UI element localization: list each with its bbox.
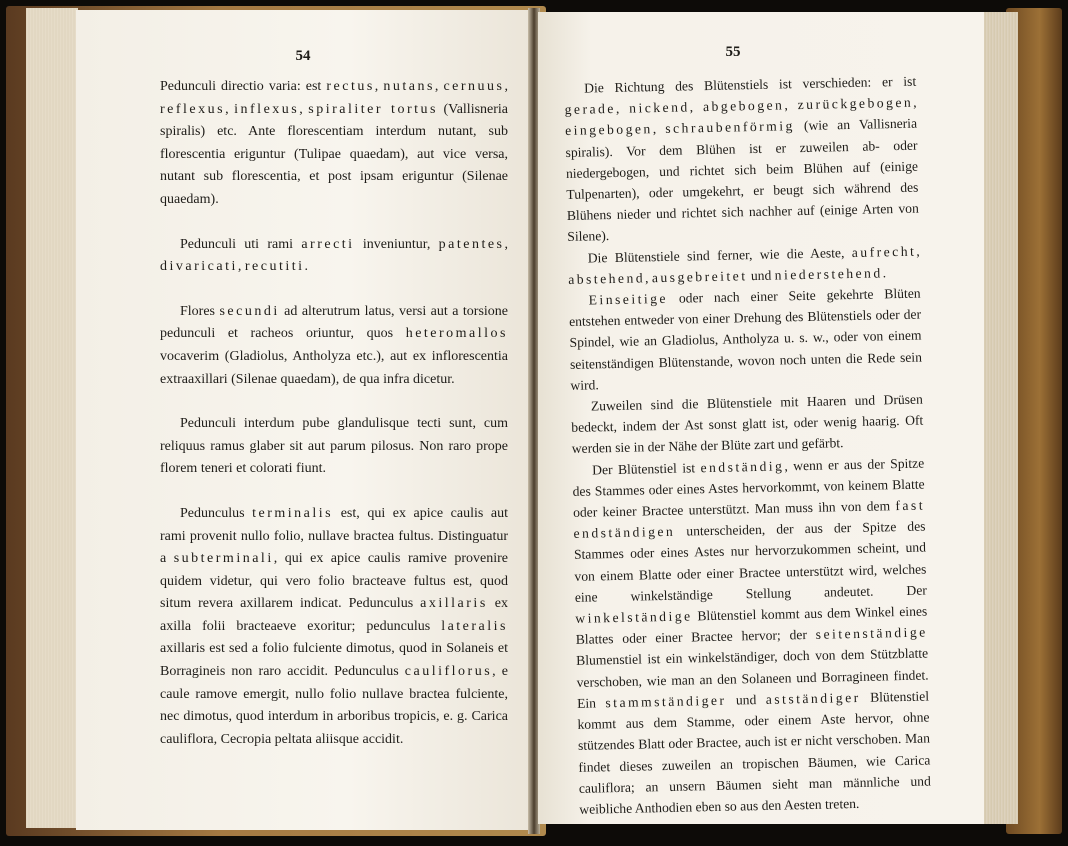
paragraph bbox=[572, 452, 931, 820]
emphasized-term: cernuus bbox=[443, 79, 505, 94]
text-run: Die Richtung des Blütenstiels ist verschieden: er ist bbox=[584, 73, 917, 96]
text-run: . bbox=[304, 259, 309, 275]
right-page bbox=[538, 12, 984, 824]
text-run: , bbox=[237, 259, 245, 275]
text-run: axillaris est sed a folio fulciente dimotus, quod in Solaneis et Borragineis non raro accidit. Pedunculus bbox=[160, 641, 508, 680]
emphasized-term: stammständiger bbox=[605, 692, 727, 711]
emphasized-term: abstehend bbox=[568, 270, 646, 287]
text-run: , bbox=[615, 100, 630, 117]
paragraph bbox=[160, 503, 508, 752]
text-run: , wenn er aus der Spitze des Stammes oder eines Astes hervorkommt, von keinem Blatte oder keiner Bractee unterstützt. Man muss ihn von dem bbox=[572, 455, 925, 520]
text-run: oder nach einer Seite gekehrte Blüten entstehen entweder von einer Drehung des Blütenstiels oder der Spindel, wie an Gladiolus, Antholyza u. s. w., oder von einem seitenständigen Blütenstande, wovon noch unten die Rede sein wird. bbox=[568, 285, 923, 393]
text-run: Pedunculi interdum pube glandulisque tecti sunt, cum reliquus ramus glaber sit aut parum pilosus. Non raro prope florem teneri et colorati fiunt. bbox=[160, 416, 508, 477]
paragraph bbox=[571, 389, 924, 460]
text-run: ex axilla folii bracteaeve exoritur; pedunculus bbox=[160, 596, 509, 634]
text-run: , bbox=[299, 101, 309, 117]
paragraph bbox=[564, 71, 919, 248]
text-run: vocaverim (Gladiolus, Antholyza etc.), aut ex inflorescentia extraaxillari (Silenae quaedam), de qua infra dicetur. bbox=[160, 348, 508, 387]
emphasized-term: nutans bbox=[383, 79, 435, 94]
emphasized-term: cauliflorus bbox=[404, 664, 493, 680]
emphasized-term: inflexus bbox=[234, 101, 300, 117]
text-run: Blütenstiel kommt aus dem Winkel eines Blattes oder einer Bractee hervor; der bbox=[575, 603, 928, 648]
emphasized-term: seitenständige bbox=[815, 624, 928, 643]
text-run: ad alterutrum latus, versi aut a torsione pedunculi et racheos oriuntur, quos bbox=[160, 303, 508, 342]
emphasized-term: abgebogen bbox=[702, 97, 785, 115]
left-page-text bbox=[160, 76, 508, 751]
paragraph bbox=[568, 283, 922, 396]
right-page-text bbox=[564, 71, 931, 820]
emphasized-term: niederstehend bbox=[774, 265, 883, 283]
emphasized-term: heteromallos bbox=[405, 326, 508, 342]
text-run: Pedunculus bbox=[180, 505, 253, 521]
emphasized-term: subterminali bbox=[173, 551, 274, 567]
page-edges-left bbox=[26, 8, 78, 828]
emphasized-term: terminalis bbox=[252, 505, 334, 521]
text-run: Die Blütenstiele sind ferner, wie die Aeste, bbox=[587, 244, 852, 266]
emphasized-term: rectus bbox=[326, 79, 375, 94]
emphasized-term: eingebogen bbox=[564, 121, 653, 139]
text-run: , bbox=[916, 243, 920, 259]
paragraph bbox=[160, 413, 508, 481]
text-run: . bbox=[882, 265, 887, 281]
text-run: , qui ex apice caulis ramive provenire quidem videtur, qui vero folio bracteave fultus est, quod situm revera axillarem indicat. Pedunculus bbox=[160, 551, 508, 612]
text-run: , bbox=[644, 270, 653, 286]
text-run: , bbox=[374, 79, 384, 94]
text-run: Pedunculi directio varia: est bbox=[160, 79, 327, 94]
emphasized-term: spiraliter tortus bbox=[308, 101, 438, 117]
emphasized-term: endständig bbox=[700, 458, 785, 475]
emphasized-term: aufrecht bbox=[851, 243, 917, 260]
emphasized-term: ausgebreitet bbox=[651, 268, 748, 286]
emphasized-term: patentes bbox=[438, 236, 505, 252]
emphasized-term: zurückgebogen bbox=[797, 94, 914, 113]
emphasized-term: astständiger bbox=[765, 689, 861, 707]
emphasized-term: winkelständige bbox=[575, 608, 693, 626]
text-run: und bbox=[747, 267, 775, 284]
emphasized-term: fast endständigen bbox=[573, 497, 926, 542]
emphasized-term: divaricati bbox=[160, 259, 238, 275]
emphasized-term: nickend bbox=[629, 99, 690, 116]
text-run: unterscheiden, der aus der Spitze des Stammes oder eines Astes nur hervorzukommen scheint, und von einem Blatte oder einer Bractee unterstützt wird, welches eine winkelständige Stellung andeutet. Der bbox=[573, 518, 927, 605]
paragraph bbox=[160, 301, 508, 391]
text-run: Pedunculi uti rami bbox=[180, 236, 302, 252]
emphasized-term: arrecti bbox=[301, 236, 355, 252]
text-run: und bbox=[726, 691, 766, 708]
text-run: , bbox=[504, 236, 509, 252]
paragraph bbox=[568, 240, 921, 290]
text-run: Blütenstiel kommt aus dem Stamme, oder einem Aste hervor, ohne stützendes Blatt oder Bractee, auch ist er nicht verschoben. Man findet dieses zuweilen an tropischen Bäumen, wie Carica cauliflora; an unsern Bäumen sieht man männliche und weibliche Anthodien eben so aus den Aesten treten. bbox=[577, 688, 931, 817]
emphasized-term: gerade bbox=[564, 101, 617, 118]
text-run: (wie an Vallisneria spiralis). Vor dem Blühen ist er zuweilen ab- oder niedergebogen, und richtet sich beim Blühen auf (einige Tulpenarten), oder umgekehrt, er beugt sich während des Blühens nieder und richtet sich nachher auf (einige Arten von Silene). bbox=[565, 116, 919, 245]
text-run: , bbox=[652, 121, 666, 137]
text-run: , bbox=[225, 101, 235, 117]
text-run: Blumenstiel ist ein winkelständiger, doch von dem Stützblatte verschoben, wie man an den Solaneen und Borragineen findet. Ein bbox=[576, 645, 929, 711]
text-run: , bbox=[504, 79, 508, 94]
text-run: (Vallisneria spiralis) etc. Ante florescentiam interdum nutant, sub florescentia eriguntur (Tulipae quaedam), aut vice versa, nutant sub florescentia, et post ipsam eriguntur (Silenae quaedam). bbox=[160, 101, 509, 207]
page-edges-right bbox=[980, 12, 1018, 824]
text-run: , bbox=[784, 97, 798, 113]
text-run: Flores bbox=[180, 303, 220, 319]
text-run: , bbox=[913, 94, 917, 110]
emphasized-term: secundi bbox=[219, 303, 280, 319]
left-page bbox=[76, 10, 530, 830]
text-run: inveniuntur, bbox=[354, 236, 439, 252]
page-number-left: 54 bbox=[295, 48, 311, 64]
text-run: , bbox=[689, 99, 704, 115]
paragraph bbox=[160, 234, 508, 279]
text-run: , bbox=[434, 79, 444, 94]
text-run: Zuweilen sind die Blütenstiele mit Haaren und Drüsen bedeckt, indem der Ast sonst glatt ist, oder wenig haarig. Oft werden sie in der Nähe der Blüte zart und gefärbt. bbox=[571, 391, 924, 457]
emphasized-term: schraubenförmig bbox=[665, 118, 796, 137]
paragraph bbox=[160, 76, 508, 212]
text-run: , e caule ramove emergit, nullo folio nullave bractea fulciente, nec dimotus, quod interdum in arboribus tropicis, e. g. Carica cauliflora, Cecropia peltata aliisque accidit. bbox=[160, 664, 509, 747]
page-number-right: 55 bbox=[725, 44, 741, 60]
text-run: est, qui ex apice caulis aut rami provenit nullo folio, nullave bractea fultus. Distinguatur a bbox=[160, 505, 508, 567]
emphasized-term: axillaris bbox=[420, 596, 488, 612]
emphasized-term: lateralis bbox=[441, 618, 508, 634]
emphasized-term: reflexus bbox=[160, 101, 226, 117]
emphasized-term: Einseitige bbox=[588, 290, 669, 308]
emphasized-term: recutiti bbox=[244, 259, 305, 275]
text-run: Der Blütenstiel ist bbox=[592, 459, 701, 478]
